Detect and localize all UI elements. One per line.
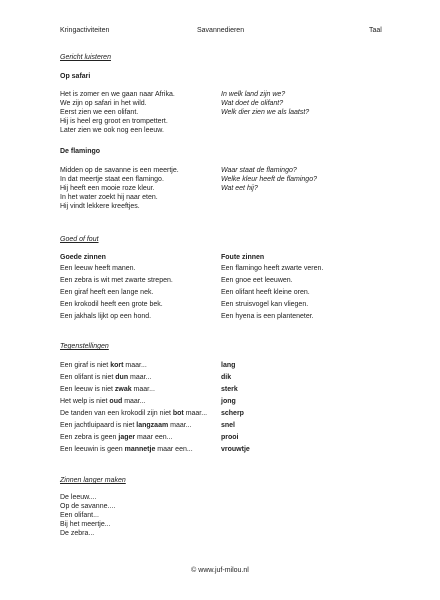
story-line: Midden op de savanne is een meertje. xyxy=(60,167,179,174)
opposite-sentence xyxy=(60,446,193,453)
sentence-end: maar... xyxy=(123,362,147,369)
header-center: Savannedieren xyxy=(197,27,245,34)
story-line: Hij is heel erg groot en trompettert. xyxy=(60,118,168,125)
opposite-sentence xyxy=(60,410,207,417)
opposite-sentence xyxy=(60,374,151,381)
sentence: Een struisvogel kan vliegen. xyxy=(221,301,309,308)
sentence-start-line: De leeuw.... xyxy=(60,494,97,501)
sentence: Een leeuw heeft manen. xyxy=(60,265,136,272)
sentence-end: maar... xyxy=(183,410,208,417)
section-heading-true-false: Goed of fout xyxy=(60,236,99,243)
opposite-answer: scherp xyxy=(221,410,244,417)
opposite-sentence xyxy=(60,362,147,369)
sentence-end: maar... xyxy=(122,398,146,405)
sentence-start: Een jachtluipaard is niet xyxy=(60,422,137,429)
sentence-start-line: Een olifant... xyxy=(60,512,99,519)
sentence: Een jakhals lijkt op een hond. xyxy=(60,313,152,320)
sentence-end: maar een... xyxy=(155,446,193,453)
story-line: We zijn op safari in het wild. xyxy=(60,100,147,107)
story-line: Later zien we ook nog een leeuw. xyxy=(60,127,164,134)
opposite-answer: prooi xyxy=(221,434,239,441)
story-line: In het water zoekt hij naar eten. xyxy=(60,194,158,201)
sentence-end: maar een... xyxy=(135,434,173,441)
sentence-start: Een leeuw is niet xyxy=(60,386,115,393)
question: Welk dier zien we als laatst? xyxy=(221,109,310,116)
opposite-sentence xyxy=(60,398,146,405)
sentence-end: maar... xyxy=(131,386,155,393)
question: Waar staat de flamingo? xyxy=(221,167,297,174)
sentence: Een flamingo heeft zwarte veren. xyxy=(221,265,324,272)
column-title-good: Goede zinnen xyxy=(60,254,106,261)
section-heading-listening: Gericht luisteren xyxy=(60,54,111,61)
opposite-sentence xyxy=(60,434,172,441)
keyword: kort xyxy=(110,362,124,369)
opposite-answer: dik xyxy=(221,374,232,381)
opposite-sentence xyxy=(60,422,192,429)
keyword: mannetje xyxy=(124,446,156,453)
story-line: Hij vindt lekkere kreeftjes. xyxy=(60,203,140,210)
opposite-answer: vrouwtje xyxy=(221,446,250,453)
header-left: Kringactiviteiten xyxy=(60,27,110,34)
sentence-start: Een zebra is geen xyxy=(60,434,119,441)
keyword: bot xyxy=(172,410,184,417)
keyword: jager xyxy=(118,434,136,441)
sentence-end: maar... xyxy=(168,422,192,429)
sentence: Een hyena is een planteneter. xyxy=(221,313,314,320)
section-heading-opposites: Tegenstellingen xyxy=(60,343,109,350)
section-heading-longer-sentences: Zinnen langer maken xyxy=(60,477,126,484)
sentence-start-line: De zebra... xyxy=(60,530,95,537)
keyword: oud xyxy=(109,398,123,405)
story-line: Het is zomer en we gaan naar Afrika. xyxy=(60,91,175,98)
sentence-start: Het welp is niet xyxy=(60,398,110,405)
sentence: Een krokodil heeft een grote bek. xyxy=(60,301,163,308)
story-line: Eerst zien we een olifant. xyxy=(60,109,139,116)
story-line: Hij heeft een mooie roze kleur. xyxy=(60,185,155,192)
question: Welke kleur heeft de flamingo? xyxy=(221,176,317,183)
sentence-start: De tanden van een krokodil zijn niet xyxy=(60,410,173,417)
question: Wat eet hij? xyxy=(221,185,258,192)
sentence-start: Een giraf is niet xyxy=(60,362,111,369)
sentence: Een gnoe eet leeuwen. xyxy=(221,277,293,284)
story-line: In dat meertje staat een flamingo. xyxy=(60,176,164,183)
sentence-start-line: Bij het meertje... xyxy=(60,521,111,528)
sentence-start: Een olifant is niet xyxy=(60,374,116,381)
opposite-answer: snel xyxy=(221,422,236,429)
sentence: Een olifant heeft kleine oren. xyxy=(221,289,310,296)
sentence: Een zebra is wit met zwarte strepen. xyxy=(60,277,173,284)
opposite-answer: jong xyxy=(221,398,236,405)
story-title-flamingo: De flamingo xyxy=(60,148,101,155)
opposite-answer: lang xyxy=(221,362,236,369)
header-right: Taal xyxy=(369,27,382,34)
opposite-sentence xyxy=(60,386,155,393)
keyword: dun xyxy=(115,374,129,381)
story-title-safari: Op safari xyxy=(60,73,91,80)
question: Wat doet de olifant? xyxy=(221,100,284,107)
footer-copyright: © www.juf-milou.nl xyxy=(191,567,249,574)
sentence-start-line: Op de savanne.... xyxy=(60,503,116,510)
sentence-start: Een leeuwin is geen xyxy=(60,446,125,453)
opposite-answer: sterk xyxy=(221,386,238,393)
question: In welk land zijn we? xyxy=(221,91,286,98)
sentence-end: maar... xyxy=(128,374,152,381)
keyword: langzaam xyxy=(136,422,169,429)
sentence: Een giraf heeft een lange nek. xyxy=(60,289,154,296)
column-title-wrong: Foute zinnen xyxy=(221,254,265,261)
keyword: zwak xyxy=(114,386,132,393)
